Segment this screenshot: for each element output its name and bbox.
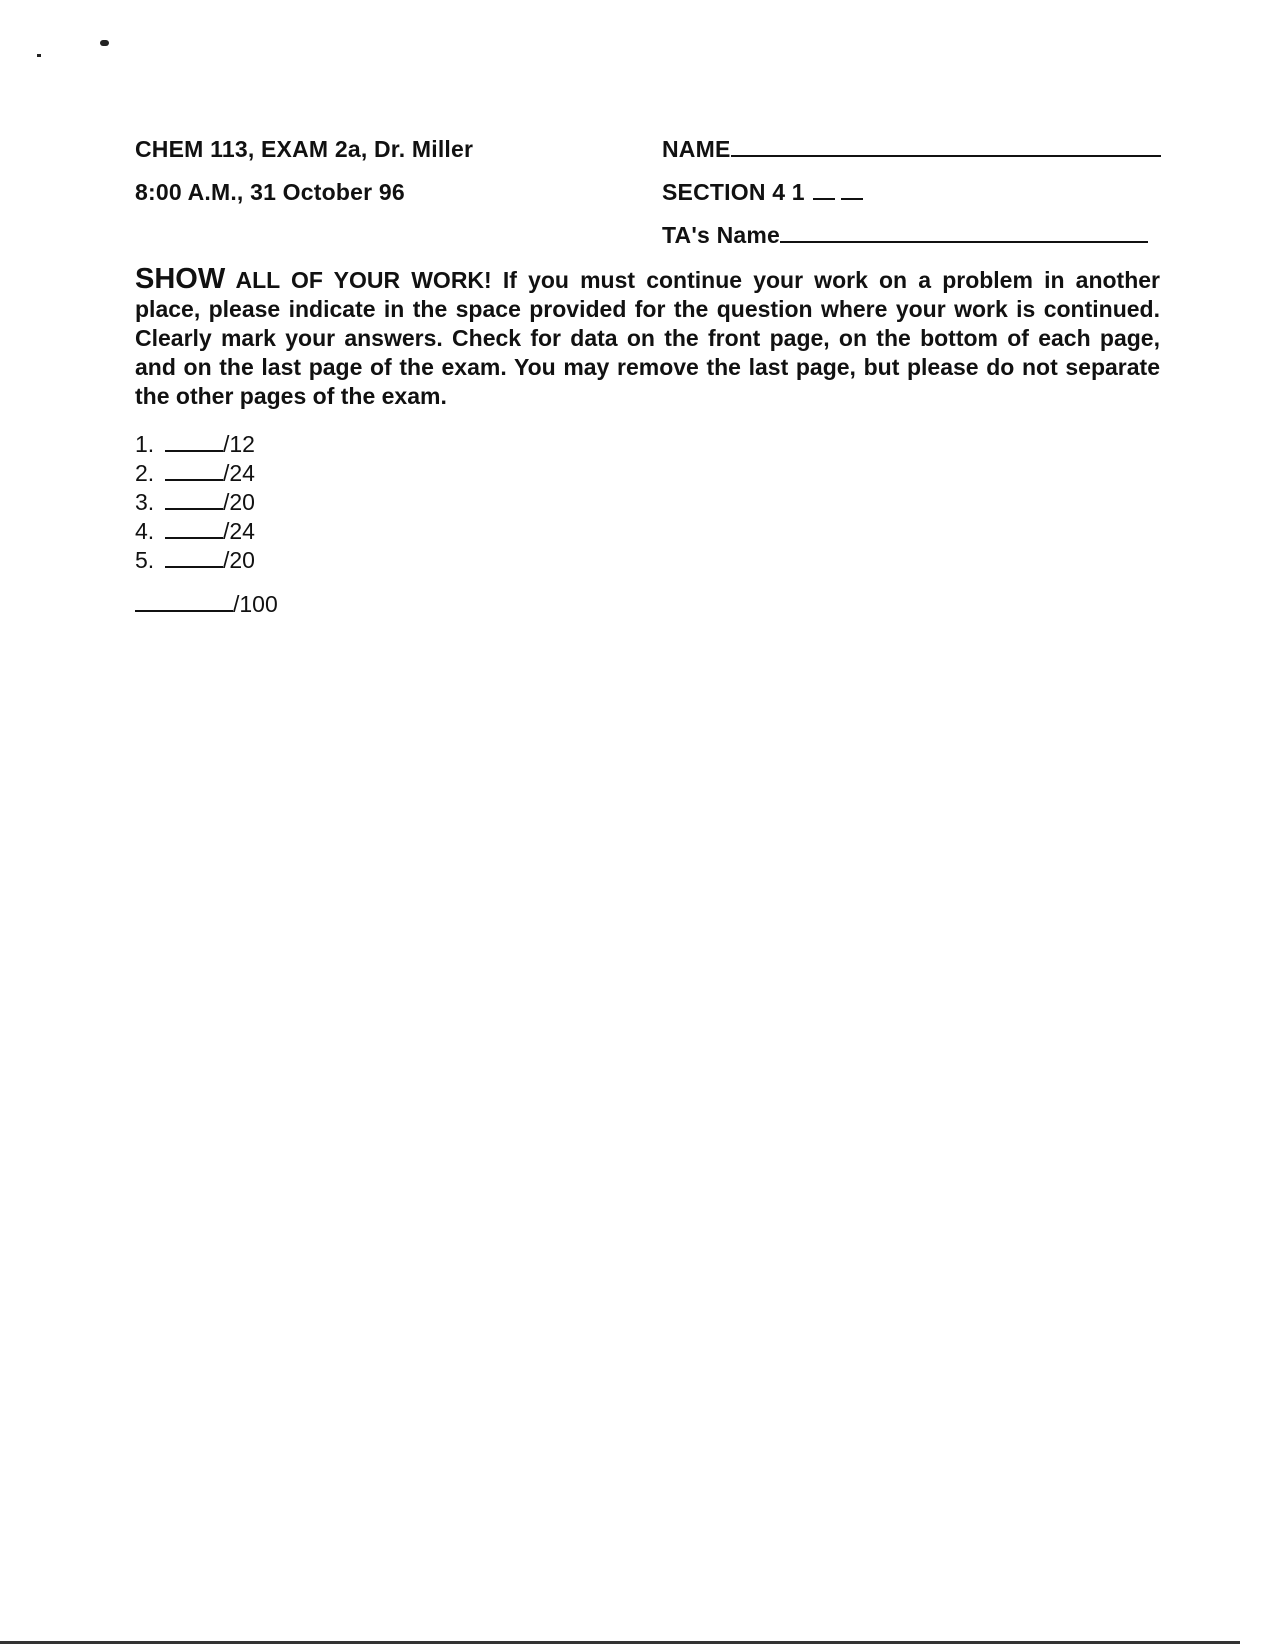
score-row[interactable] bbox=[135, 546, 255, 575]
instructions-emphasis: ALL OF YOUR WORK! bbox=[235, 267, 492, 293]
score-max: /12 bbox=[223, 431, 255, 457]
name-label: NAME bbox=[662, 136, 731, 162]
scan-bottom-edge bbox=[0, 1641, 1240, 1644]
section-label: SECTION 4 1 bbox=[662, 179, 805, 205]
score-row[interactable] bbox=[135, 430, 255, 459]
scan-speck bbox=[100, 40, 109, 46]
name-field[interactable] bbox=[662, 136, 1161, 163]
question-number: 5. bbox=[135, 547, 155, 573]
score-blank[interactable] bbox=[165, 430, 223, 452]
score-blank[interactable] bbox=[165, 459, 223, 481]
score-list bbox=[135, 430, 255, 575]
score-max: /20 bbox=[223, 489, 255, 515]
section-digit-blank[interactable] bbox=[841, 180, 863, 200]
scan-speck bbox=[37, 54, 41, 57]
score-blank[interactable] bbox=[165, 488, 223, 510]
question-number: 2. bbox=[135, 460, 155, 486]
instructions-body: If you must continue your work on a problem in another place, please indicate in the space provided for the question where your work is continued. Clearly mark your answers. Check for data on the front page, on the bottom of each page, and on the last page of the exam. You may remove the last page, but please do not separate the other pages of the exam. bbox=[135, 267, 1161, 409]
total-max: /100 bbox=[233, 591, 278, 617]
total-blank[interactable] bbox=[135, 590, 233, 612]
ta-name-label: TA's Name bbox=[662, 222, 781, 248]
score-row[interactable] bbox=[135, 488, 255, 517]
question-number: 3. bbox=[135, 489, 155, 515]
name-blank[interactable] bbox=[731, 137, 1161, 157]
ta-name-field[interactable] bbox=[662, 222, 1148, 249]
section-digit-blank[interactable] bbox=[813, 180, 835, 200]
score-blank[interactable] bbox=[165, 546, 223, 568]
score-row[interactable] bbox=[135, 459, 255, 488]
instructions bbox=[135, 265, 1160, 411]
course-title: CHEM 113, EXAM 2a, Dr. Miller bbox=[135, 136, 474, 162]
total-score[interactable] bbox=[135, 590, 278, 618]
exam-date: 8:00 A.M., 31 October 96 bbox=[135, 179, 405, 205]
question-number: 4. bbox=[135, 518, 155, 544]
section-field[interactable] bbox=[662, 179, 863, 206]
score-blank[interactable] bbox=[165, 517, 223, 539]
score-max: /24 bbox=[223, 518, 255, 544]
ta-name-blank[interactable] bbox=[780, 223, 1148, 243]
score-max: /20 bbox=[223, 547, 255, 573]
score-row[interactable] bbox=[135, 517, 255, 546]
question-number: 1. bbox=[135, 431, 155, 457]
score-max: /24 bbox=[223, 460, 255, 486]
instructions-lead: SHOW bbox=[135, 263, 226, 295]
